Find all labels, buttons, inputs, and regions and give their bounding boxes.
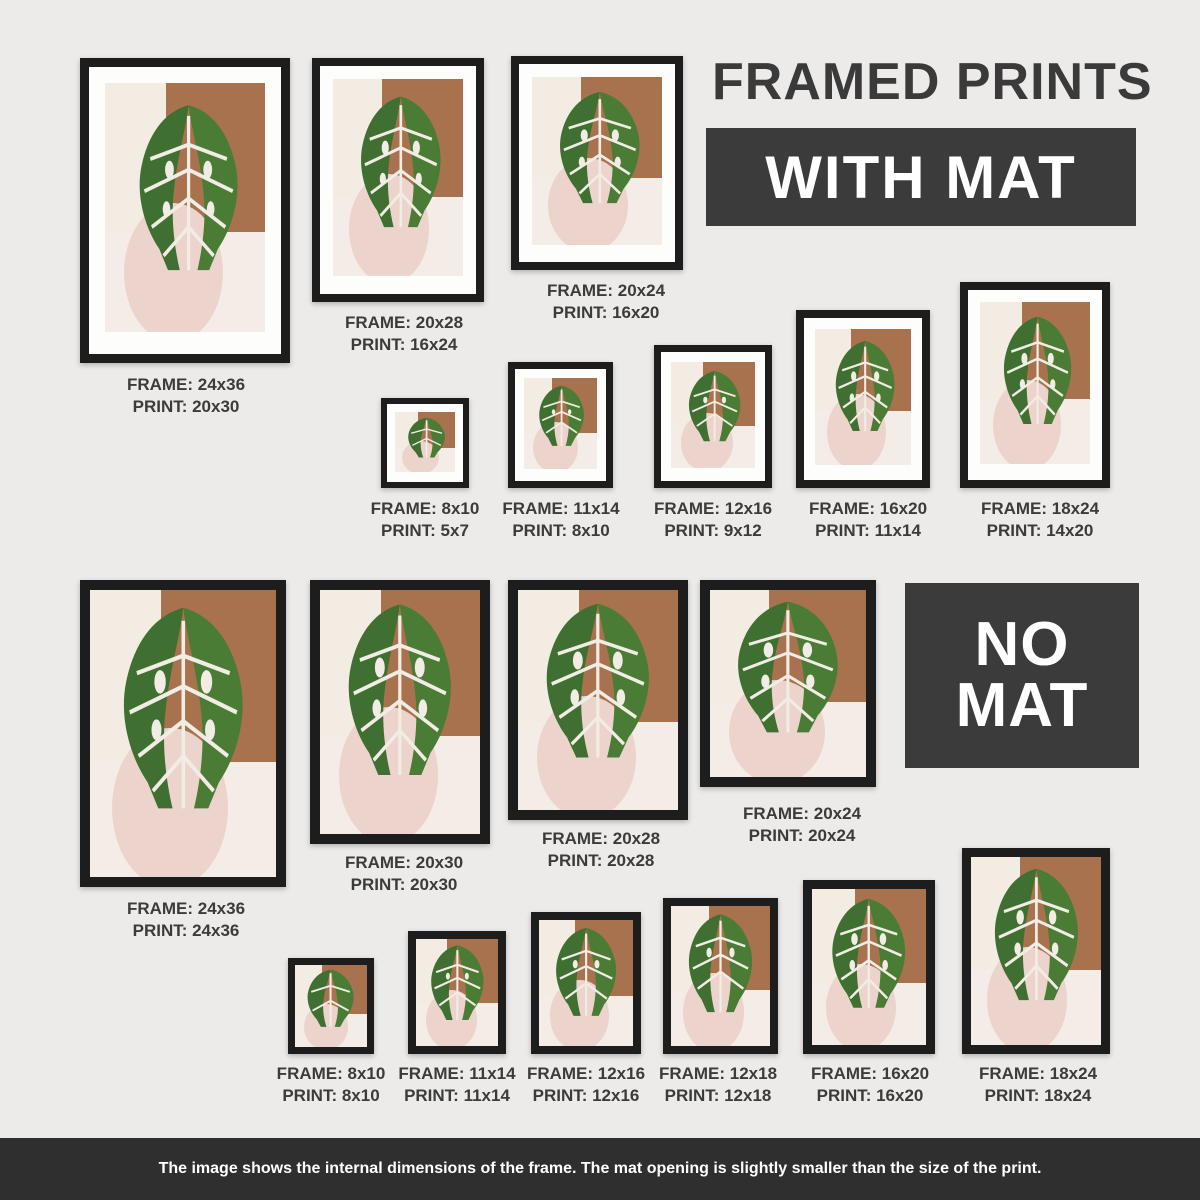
artwork xyxy=(980,302,1090,464)
artwork xyxy=(295,965,367,1047)
caption-frame-size: FRAME: 8x10 xyxy=(276,1064,386,1083)
footer-note: The image shows the internal dimensions of the frame. The mat opening is slightly smaller than the size of the print. xyxy=(0,1138,1200,1200)
caption-frame-size: FRAME: 12x16 xyxy=(526,1064,646,1083)
caption-print-size: PRINT: 16x20 xyxy=(816,1085,924,1105)
caption-print-size: PRINT: 14x20 xyxy=(986,520,1094,540)
frame-border xyxy=(803,880,935,1054)
artwork xyxy=(333,79,463,276)
caption-print-size: PRINT: 11x14 xyxy=(815,520,921,540)
caption-print-size: PRINT: 20x28 xyxy=(547,850,655,870)
frame-caption xyxy=(981,498,1099,542)
monstera-leaf-icon xyxy=(296,967,365,1029)
monstera-leaf-icon xyxy=(528,383,595,449)
frame-caption xyxy=(979,1063,1097,1107)
artwork xyxy=(971,857,1101,1045)
caption-frame-size: FRAME: 11x14 xyxy=(502,499,620,518)
caption-print-size: PRINT: 12x16 xyxy=(532,1085,640,1105)
frame-border xyxy=(663,898,778,1054)
caption-frame-size: FRAME: 24x36 xyxy=(126,375,246,394)
frame-caption xyxy=(277,1063,386,1107)
frame-border xyxy=(508,362,613,488)
caption-frame-size: FRAME: 8x10 xyxy=(370,499,480,518)
caption-frame-size: FRAME: 16x20 xyxy=(808,499,928,518)
frame-preview-no-mat-11x14[interactable] xyxy=(408,931,506,1054)
artwork xyxy=(395,412,455,472)
frame-border xyxy=(962,848,1110,1054)
monstera-leaf-icon xyxy=(541,924,631,1020)
frame-border xyxy=(796,310,930,488)
caption-frame-size: FRAME: 20x24 xyxy=(742,804,862,823)
artwork xyxy=(518,590,678,810)
caption-print-size: PRINT: 18x24 xyxy=(984,1085,1092,1105)
no-mat-line-2: MAT xyxy=(955,670,1089,740)
artwork xyxy=(671,906,770,1046)
mat-board xyxy=(89,67,281,354)
frame-preview-no-mat-12x16[interactable] xyxy=(531,912,641,1054)
frame-border xyxy=(508,580,688,820)
frame-border xyxy=(310,580,490,844)
mat-board xyxy=(320,66,476,294)
frame-preview-with-mat-8x10[interactable] xyxy=(381,398,469,488)
frame-caption xyxy=(345,312,463,356)
mat-board xyxy=(515,369,606,481)
frame-border xyxy=(312,58,484,302)
caption-frame-size: FRAME: 24x36 xyxy=(126,899,246,918)
frame-preview-no-mat-8x10[interactable] xyxy=(288,958,374,1054)
caption-frame-size: FRAME: 20x28 xyxy=(541,829,661,848)
caption-frame-size: FRAME: 18x24 xyxy=(980,499,1100,518)
caption-frame-size: FRAME: 12x16 xyxy=(653,499,773,518)
caption-print-size: PRINT: 20x30 xyxy=(350,874,458,894)
frame-caption xyxy=(398,1063,515,1107)
caption-print-size: PRINT: 9x12 xyxy=(664,520,762,540)
caption-print-size: PRINT: 8x10 xyxy=(512,520,610,540)
frame-preview-no-mat-20x28[interactable] xyxy=(508,580,688,820)
mat-board xyxy=(519,64,675,262)
artwork xyxy=(539,920,633,1046)
frame-border xyxy=(654,345,772,488)
artwork xyxy=(671,362,755,468)
caption-print-size: PRINT: 11x14 xyxy=(404,1085,510,1105)
frame-caption xyxy=(345,852,463,896)
frame-caption xyxy=(743,803,861,847)
page-title: FRAMED PRINTS xyxy=(712,53,1153,111)
frame-border xyxy=(960,282,1110,488)
monstera-leaf-icon xyxy=(115,98,262,277)
frame-border xyxy=(408,931,506,1054)
artwork xyxy=(815,329,911,465)
caption-print-size: PRINT: 16x20 xyxy=(552,302,660,322)
monstera-leaf-icon xyxy=(673,910,768,1016)
caption-frame-size: FRAME: 18x24 xyxy=(978,1064,1098,1083)
caption-print-size: PRINT: 20x24 xyxy=(748,825,856,845)
no-mat-banner xyxy=(905,583,1139,768)
caption-print-size: PRINT: 8x10 xyxy=(282,1085,380,1105)
monstera-leaf-icon xyxy=(399,416,454,459)
frame-preview-no-mat-24x36[interactable] xyxy=(80,580,286,887)
monstera-leaf-icon xyxy=(713,596,863,738)
monstera-leaf-icon xyxy=(341,91,461,233)
frame-preview-with-mat-12x16[interactable] xyxy=(654,345,772,488)
frame-preview-with-mat-20x24[interactable] xyxy=(511,56,683,270)
frame-preview-no-mat-12x18[interactable] xyxy=(663,898,778,1054)
frame-border xyxy=(80,58,290,363)
caption-print-size: PRINT: 24x36 xyxy=(132,920,240,940)
monstera-leaf-icon xyxy=(974,863,1099,1006)
artwork xyxy=(710,590,866,777)
mat-board xyxy=(661,352,765,481)
caption-frame-size: FRAME: 16x20 xyxy=(810,1064,930,1083)
monstera-leaf-icon xyxy=(676,368,753,444)
artwork xyxy=(320,590,480,834)
caption-frame-size: FRAME: 20x24 xyxy=(546,281,666,300)
monstera-leaf-icon xyxy=(323,597,477,782)
caption-frame-size: FRAME: 20x28 xyxy=(344,313,464,332)
monstera-leaf-icon xyxy=(94,599,273,817)
frame-caption xyxy=(502,498,619,542)
frame-border xyxy=(700,580,876,787)
frame-preview-no-mat-20x24[interactable] xyxy=(700,580,876,787)
mat-board xyxy=(804,318,922,480)
artwork xyxy=(90,590,276,877)
monstera-leaf-icon xyxy=(418,942,497,1023)
frame-border xyxy=(288,958,374,1054)
frame-border xyxy=(531,912,641,1054)
caption-print-size: PRINT: 16x24 xyxy=(350,334,458,354)
frame-caption xyxy=(527,1063,645,1107)
frame-preview-with-mat-24x36[interactable] xyxy=(80,58,290,363)
frame-caption xyxy=(542,828,660,872)
frame-caption xyxy=(654,498,772,542)
caption-frame-size: FRAME: 20x30 xyxy=(344,853,464,872)
monstera-leaf-icon xyxy=(821,337,909,435)
monstera-leaf-icon xyxy=(814,894,923,1013)
frame-caption xyxy=(811,1063,929,1107)
caption-print-size: PRINT: 20x30 xyxy=(132,396,240,416)
caption-frame-size: FRAME: 12x18 xyxy=(658,1064,778,1083)
artwork xyxy=(812,889,926,1045)
no-mat-line-1: NO xyxy=(974,610,1070,680)
frame-preview-with-mat-20x28[interactable] xyxy=(312,58,484,302)
frame-caption xyxy=(547,280,665,324)
mat-board xyxy=(387,404,463,482)
with-mat-banner: WITH MAT xyxy=(706,128,1136,226)
artwork xyxy=(524,378,597,469)
frame-preview-with-mat-18x24[interactable] xyxy=(960,282,1110,488)
artwork xyxy=(532,77,662,245)
frame-preview-no-mat-20x30[interactable] xyxy=(310,580,490,844)
artwork xyxy=(105,83,265,332)
artwork xyxy=(416,939,498,1046)
frame-preview-no-mat-18x24[interactable] xyxy=(962,848,1110,1054)
frame-caption xyxy=(659,1063,777,1107)
mat-board xyxy=(968,290,1102,480)
frame-border xyxy=(80,580,286,887)
monstera-leaf-icon xyxy=(540,87,660,208)
frame-caption xyxy=(809,498,927,542)
caption-print-size: PRINT: 12x18 xyxy=(664,1085,772,1105)
caption-frame-size: FRAME: 11x14 xyxy=(398,1064,516,1083)
frame-border xyxy=(381,398,469,488)
caption-print-size: PRINT: 5x7 xyxy=(381,520,469,540)
frame-preview-with-mat-16x20[interactable] xyxy=(796,310,930,488)
frame-caption xyxy=(127,374,245,418)
frame-preview-with-mat-11x14[interactable] xyxy=(508,362,613,488)
monstera-leaf-icon xyxy=(521,597,675,764)
frame-preview-no-mat-16x20[interactable] xyxy=(803,880,935,1054)
monstera-leaf-icon xyxy=(987,312,1088,429)
frame-caption xyxy=(127,898,245,942)
frame-border xyxy=(511,56,683,270)
frame-caption xyxy=(371,498,480,542)
